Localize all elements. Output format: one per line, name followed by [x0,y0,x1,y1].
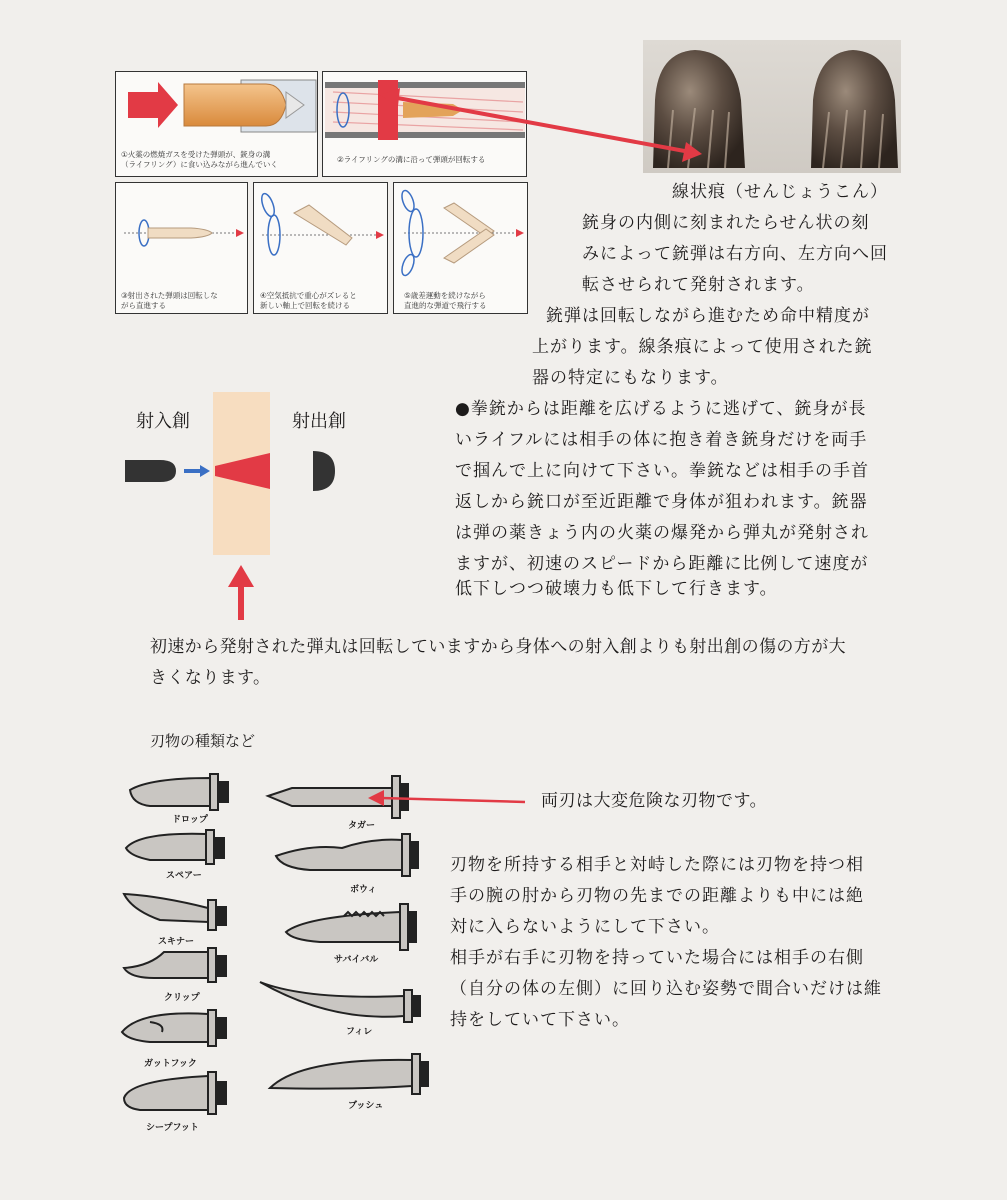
spin-line-2: きくなります。 [150,668,271,688]
guns-line-7: 低下しつつ破壊力も低下して行きます。 [455,579,778,599]
striations-line-2: みによって銃弾は右方向、左方向へ回 [582,244,888,264]
wound-channel-diagram [0,380,380,620]
panel-2-caption: ②ライフリングの溝に沿って弾頭が回転する [337,155,486,164]
panel-1-caption: ①火薬の燃焼ガスを受けた弾頭が、銃身の溝 （ライフリング）に食い込みながら進んでいく [121,150,278,169]
knife-label-sheepsfoot: シープフット [146,1123,199,1133]
guns-line-5: は弾の薬きょう内の火薬の爆発から弾丸が発射され [455,523,869,543]
panel-4-caption: ④空気抵抗で重心がズレると 新しい軸上で回転を続ける [260,291,357,310]
exit-wound-label: 射出創 [292,411,346,432]
knife-line-3: 対に入らないようにして下さい。 [450,917,720,937]
knife-line-2: 手の腕の肘から刃物の先までの距離よりも中には絶 [450,886,864,906]
striations-line-1: 銃身の内側に刻まれたらせん状の刻 [582,213,870,233]
guns-line-2: いライフルには相手の体に抱き着き銃身だけを両手 [455,430,868,450]
knife-label-bowie: ボウィ [350,885,377,895]
knife-label-gut-hook: ガットフック [144,1059,197,1069]
knife-label-bush: ブッシュ [348,1101,384,1111]
guns-line-1: ●拳銃からは距離を広げるように逃げて、銃身が長 [455,399,867,419]
knife-label-drop: ドロップ [172,815,208,825]
knife-label-survival: サバイバル [334,955,379,965]
guns-line-4: 返しから銃口が至近距離で身体が狙われます。銃器 [455,492,868,512]
rifling-panel-3 [115,182,248,314]
knives-heading: 刃物の種類など [150,732,256,750]
striations-line-4: 銃弾は回転しながら進むため命中精度が [546,306,870,326]
dagger-pointer-arrow [0,782,1007,822]
knife-label-skinner: スキナー [158,937,195,947]
guns-line-6: ますが、初速のスピードから距離に比例して速度が [455,554,869,574]
guns-line-3: で掴んで上に向けて下さい。拳銃などは相手の手首 [455,461,869,481]
knife-line-5: （自分の体の左側）に回り込む姿勢で間合いだけは維 [450,979,882,999]
striations-line-6: 器の特定にもなります。 [532,368,729,388]
striation-pointer-arrow [0,0,1007,200]
knife-line-4: 相手が右手に刃物を持っていた場合には相手の右側 [450,948,864,968]
striations-title: 線状痕（せんじょうこん） [672,182,888,202]
entry-wound-label: 射入創 [136,411,190,432]
striations-line-5: 上がります。線条痕によって使用された銃 [532,337,873,357]
panel-5-caption: ⑤歳差運動を続けながら 直進的な弾道で飛行する [404,291,487,310]
rifling-panel-4 [253,182,388,314]
knife-label-dagger: タガー [348,821,376,831]
dagger-note: 両刃は大変危険な刃物です。 [541,791,768,811]
panel-3-caption: ③射出された弾頭は回転しな がら直進する [121,291,218,310]
knife-label-spear: スペアー [166,871,202,881]
knife-label-fillet: フィレ [346,1027,373,1037]
striations-line-3: 転させられて発射されます。 [582,275,815,295]
knife-label-clip: クリップ [164,993,200,1003]
knife-line-1: 刃物を所持する相手と対峙した際には刃物を持つ相 [450,855,864,875]
knife-line-6: 持をしていて下さい。 [450,1010,630,1030]
spin-line-1: 初速から発射された弾丸は回転していますから身体への射入創よりも射出創の傷の方が大 [150,637,846,657]
rifling-panel-5 [393,182,528,314]
